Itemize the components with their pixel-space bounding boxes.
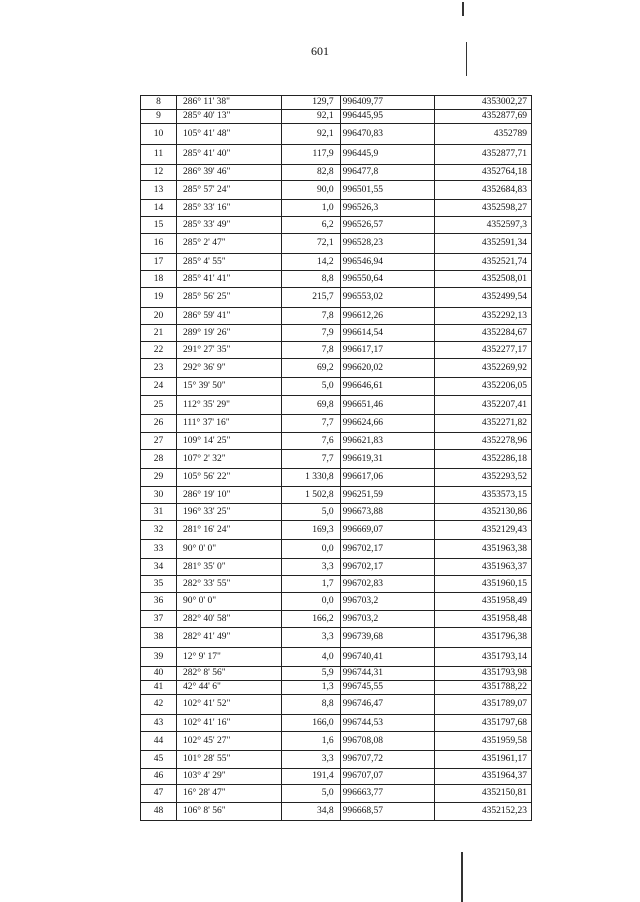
angle-cell: 102° 41' 16" [177,715,282,732]
table-row [141,785,532,803]
distance-cell: 69,8 [281,396,340,415]
angle-cell: 285° 40' 13" [177,110,282,124]
table-row [141,540,532,559]
table-row [141,415,532,433]
x-coordinate-cell: 996663,77 [340,785,435,803]
y-coordinate-cell: 4351797,68 [435,715,532,732]
angle-cell: 281° 16' 24" [177,521,282,540]
y-coordinate-cell: 4351788,22 [435,681,532,695]
y-coordinate-cell: 4352598,27 [435,200,532,217]
x-coordinate-cell: 996528,23 [340,234,435,254]
x-coordinate-cell: 996744,53 [340,715,435,732]
x-coordinate-cell: 996702,83 [340,576,435,593]
table-row [141,803,532,821]
x-coordinate-cell: 996624,66 [340,415,435,433]
distance-cell: 0,0 [281,540,340,559]
point-number-cell: 25 [141,396,177,415]
y-coordinate-cell: 4352764,18 [435,165,532,181]
y-coordinate-cell: 4352129,43 [435,521,532,540]
coordinates-table [140,95,532,821]
table-row [141,648,532,667]
distance-cell: 6,2 [281,217,340,234]
x-coordinate-cell: 996740,41 [340,648,435,667]
x-coordinate-cell: 996646,61 [340,378,435,396]
table-row [141,504,532,521]
x-coordinate-cell: 996745,55 [340,681,435,695]
x-coordinate-cell: 996620,02 [340,359,435,378]
x-coordinate-cell: 996619,31 [340,450,435,469]
x-coordinate-cell: 996251,59 [340,487,435,504]
distance-cell: 0,0 [281,593,340,611]
angle-cell: 285° 41' 40" [177,145,282,165]
y-coordinate-cell: 4352292,13 [435,308,532,325]
angle-cell: 282° 8' 56" [177,667,282,681]
table-row [141,325,532,342]
y-coordinate-cell: 4352152,23 [435,803,532,821]
table-row [141,254,532,271]
x-coordinate-cell: 996553,02 [340,288,435,308]
angle-cell: 103° 4' 29" [177,769,282,785]
distance-cell: 7,6 [281,433,340,450]
point-number-cell: 15 [141,217,177,234]
x-coordinate-cell: 996668,57 [340,803,435,821]
angle-cell: 286° 59' 41" [177,308,282,325]
distance-cell: 8,8 [281,271,340,288]
distance-cell: 1 330,8 [281,469,340,487]
y-coordinate-cell: 4351959,58 [435,732,532,751]
y-coordinate-cell: 4352278,96 [435,433,532,450]
point-number-cell: 36 [141,593,177,611]
scan-mark-bottom [461,852,463,902]
angle-cell: 289° 19' 26" [177,325,282,342]
distance-cell: 1,3 [281,681,340,695]
y-coordinate-cell: 4352286,18 [435,450,532,469]
angle-cell: 285° 33' 49" [177,217,282,234]
table-row [141,751,532,769]
distance-cell: 5,9 [281,667,340,681]
x-coordinate-cell: 996702,17 [340,540,435,559]
point-number-cell: 48 [141,803,177,821]
point-number-cell: 33 [141,540,177,559]
y-coordinate-cell: 4352508,01 [435,271,532,288]
angle-cell: 286° 39' 46" [177,165,282,181]
table-row [141,450,532,469]
y-coordinate-cell: 4351963,38 [435,540,532,559]
distance-cell: 1,0 [281,200,340,217]
table-row [141,181,532,200]
point-number-cell: 31 [141,504,177,521]
point-number-cell: 10 [141,124,177,145]
distance-cell: 1,7 [281,576,340,593]
y-coordinate-cell: 4351963,37 [435,559,532,576]
angle-cell: 111° 37' 16" [177,415,282,433]
y-coordinate-cell: 4352207,41 [435,396,532,415]
distance-cell: 34,8 [281,803,340,821]
distance-cell: 14,2 [281,254,340,271]
table-row [141,559,532,576]
scan-mark-top [462,2,464,16]
point-number-cell: 19 [141,288,177,308]
y-coordinate-cell: 4351961,17 [435,751,532,769]
x-coordinate-cell: 996445,9 [340,145,435,165]
table-row [141,234,532,254]
distance-cell: 8,8 [281,695,340,715]
angle-cell: 286° 11' 38" [177,96,282,110]
y-coordinate-cell: 4351958,48 [435,611,532,628]
point-number-cell: 30 [141,487,177,504]
table-row [141,628,532,648]
distance-cell: 72,1 [281,234,340,254]
angle-cell: 281° 35' 0" [177,559,282,576]
angle-cell: 102° 41' 52" [177,695,282,715]
angle-cell: 90° 0' 0" [177,593,282,611]
distance-cell: 3,3 [281,628,340,648]
distance-cell: 90,0 [281,181,340,200]
x-coordinate-cell: 996477,8 [340,165,435,181]
x-coordinate-cell: 996744,31 [340,667,435,681]
y-coordinate-cell: 4352284,67 [435,325,532,342]
page-number: 601 [311,44,329,58]
point-number-cell: 27 [141,433,177,450]
y-coordinate-cell: 4351793,98 [435,667,532,681]
point-number-cell: 43 [141,715,177,732]
angle-cell: 282° 41' 49" [177,628,282,648]
x-coordinate-cell: 996445,95 [340,110,435,124]
table-row [141,124,532,145]
table-row [141,521,532,540]
y-coordinate-cell: 4351958,49 [435,593,532,611]
angle-cell: 15° 39' 50" [177,378,282,396]
angle-cell: 285° 57' 24" [177,181,282,200]
x-coordinate-cell: 996501,55 [340,181,435,200]
angle-cell: 285° 56' 25" [177,288,282,308]
angle-cell: 106° 8' 56" [177,803,282,821]
x-coordinate-cell: 996526,57 [340,217,435,234]
distance-cell: 3,3 [281,559,340,576]
point-number-cell: 21 [141,325,177,342]
table-row [141,695,532,715]
y-coordinate-cell: 4352877,71 [435,145,532,165]
distance-cell: 92,1 [281,124,340,145]
table-row [141,593,532,611]
distance-cell: 4,0 [281,648,340,667]
x-coordinate-cell: 996702,17 [340,559,435,576]
scan-mark-top-right [466,42,467,76]
distance-cell: 117,9 [281,145,340,165]
y-coordinate-cell: 4351964,37 [435,769,532,785]
y-coordinate-cell: 4352789 [435,124,532,145]
point-number-cell: 24 [141,378,177,396]
x-coordinate-cell: 996470,83 [340,124,435,145]
table-row [141,145,532,165]
x-coordinate-cell: 996707,07 [340,769,435,785]
angle-cell: 12° 9' 17" [177,648,282,667]
table-row [141,342,532,359]
table-row [141,96,532,110]
table-row [141,667,532,681]
point-number-cell: 38 [141,628,177,648]
angle-cell: 102° 45' 27" [177,732,282,751]
angle-cell: 291° 27' 35" [177,342,282,359]
angle-cell: 105° 41' 48" [177,124,282,145]
y-coordinate-cell: 4352293,52 [435,469,532,487]
distance-cell: 7,7 [281,415,340,433]
point-number-cell: 42 [141,695,177,715]
table-row [141,732,532,751]
angle-cell: 282° 33' 55" [177,576,282,593]
y-coordinate-cell: 4351796,38 [435,628,532,648]
y-coordinate-cell: 4352271,82 [435,415,532,433]
x-coordinate-cell: 996621,83 [340,433,435,450]
x-coordinate-cell: 996651,46 [340,396,435,415]
distance-cell: 5,0 [281,504,340,521]
y-coordinate-cell: 4351960,15 [435,576,532,593]
x-coordinate-cell: 996703,2 [340,593,435,611]
x-coordinate-cell: 996707,72 [340,751,435,769]
angle-cell: 107° 2' 32" [177,450,282,469]
table-row [141,715,532,732]
distance-cell: 1,6 [281,732,340,751]
y-coordinate-cell: 4352206,05 [435,378,532,396]
point-number-cell: 16 [141,234,177,254]
angle-cell: 285° 4' 55" [177,254,282,271]
table-row [141,681,532,695]
distance-cell: 7,9 [281,325,340,342]
table-row [141,217,532,234]
angle-cell: 101° 28' 55" [177,751,282,769]
angle-cell: 90° 0' 0" [177,540,282,559]
table-row [141,165,532,181]
distance-cell: 7,8 [281,342,340,359]
distance-cell: 1 502,8 [281,487,340,504]
x-coordinate-cell: 996673,88 [340,504,435,521]
point-number-cell: 44 [141,732,177,751]
table-row [141,110,532,124]
y-coordinate-cell: 4351793,14 [435,648,532,667]
table-row [141,769,532,785]
point-number-cell: 40 [141,667,177,681]
point-number-cell: 8 [141,96,177,110]
x-coordinate-cell: 996550,64 [340,271,435,288]
point-number-cell: 45 [141,751,177,769]
point-number-cell: 23 [141,359,177,378]
distance-cell: 215,7 [281,288,340,308]
y-coordinate-cell: 4352597,3 [435,217,532,234]
table-row [141,200,532,217]
distance-cell: 7,7 [281,450,340,469]
point-number-cell: 17 [141,254,177,271]
distance-cell: 82,8 [281,165,340,181]
distance-cell: 69,2 [281,359,340,378]
x-coordinate-cell: 996612,26 [340,308,435,325]
angle-cell: 286° 19' 10" [177,487,282,504]
table-row [141,271,532,288]
angle-cell: 285° 33' 16" [177,200,282,217]
point-number-cell: 11 [141,145,177,165]
angle-cell: 292° 36' 9" [177,359,282,378]
angle-cell: 109° 14' 25" [177,433,282,450]
x-coordinate-cell: 996708,08 [340,732,435,751]
point-number-cell: 29 [141,469,177,487]
distance-cell: 129,7 [281,96,340,110]
angle-cell: 285° 41' 41" [177,271,282,288]
table-row [141,576,532,593]
distance-cell: 169,3 [281,521,340,540]
angle-cell: 16° 28' 47" [177,785,282,803]
x-coordinate-cell: 996546,94 [340,254,435,271]
point-number-cell: 28 [141,450,177,469]
point-number-cell: 32 [141,521,177,540]
point-number-cell: 18 [141,271,177,288]
x-coordinate-cell: 996746,47 [340,695,435,715]
point-number-cell: 41 [141,681,177,695]
y-coordinate-cell: 4352499,54 [435,288,532,308]
point-number-cell: 12 [141,165,177,181]
x-coordinate-cell: 996617,06 [340,469,435,487]
distance-cell: 5,0 [281,785,340,803]
point-number-cell: 37 [141,611,177,628]
x-coordinate-cell: 996739,68 [340,628,435,648]
x-coordinate-cell: 996703,2 [340,611,435,628]
y-coordinate-cell: 4352591,34 [435,234,532,254]
y-coordinate-cell: 4352877,69 [435,110,532,124]
table-row [141,288,532,308]
point-number-cell: 9 [141,110,177,124]
point-number-cell: 46 [141,769,177,785]
point-number-cell: 26 [141,415,177,433]
distance-cell: 166,2 [281,611,340,628]
table-row [141,308,532,325]
table-row [141,469,532,487]
table-row [141,378,532,396]
table-row [141,433,532,450]
x-coordinate-cell: 996669,07 [340,521,435,540]
x-coordinate-cell: 996526,3 [340,200,435,217]
table-row [141,359,532,378]
y-coordinate-cell: 4353573,15 [435,487,532,504]
angle-cell: 282° 40' 58" [177,611,282,628]
angle-cell: 105° 56' 22" [177,469,282,487]
x-coordinate-cell: 996409,77 [340,96,435,110]
y-coordinate-cell: 4352521,74 [435,254,532,271]
point-number-cell: 14 [141,200,177,217]
distance-cell: 5,0 [281,378,340,396]
table-row [141,396,532,415]
angle-cell: 285° 2' 47" [177,234,282,254]
point-number-cell: 13 [141,181,177,200]
point-number-cell: 22 [141,342,177,359]
y-coordinate-cell: 4352684,83 [435,181,532,200]
distance-cell: 191,4 [281,769,340,785]
y-coordinate-cell: 4352150,81 [435,785,532,803]
point-number-cell: 39 [141,648,177,667]
y-coordinate-cell: 4352277,17 [435,342,532,359]
angle-cell: 112° 35' 29" [177,396,282,415]
point-number-cell: 35 [141,576,177,593]
point-number-cell: 47 [141,785,177,803]
y-coordinate-cell: 4351789,07 [435,695,532,715]
y-coordinate-cell: 4352130,86 [435,504,532,521]
table-row [141,487,532,504]
point-number-cell: 20 [141,308,177,325]
distance-cell: 92,1 [281,110,340,124]
table-row [141,611,532,628]
x-coordinate-cell: 996617,17 [340,342,435,359]
x-coordinate-cell: 996614,54 [340,325,435,342]
angle-cell: 196° 33' 25" [177,504,282,521]
angle-cell: 42° 44' 6" [177,681,282,695]
distance-cell: 7,8 [281,308,340,325]
distance-cell: 3,3 [281,751,340,769]
distance-cell: 166,0 [281,715,340,732]
point-number-cell: 34 [141,559,177,576]
y-coordinate-cell: 4353002,27 [435,96,532,110]
y-coordinate-cell: 4352269,92 [435,359,532,378]
